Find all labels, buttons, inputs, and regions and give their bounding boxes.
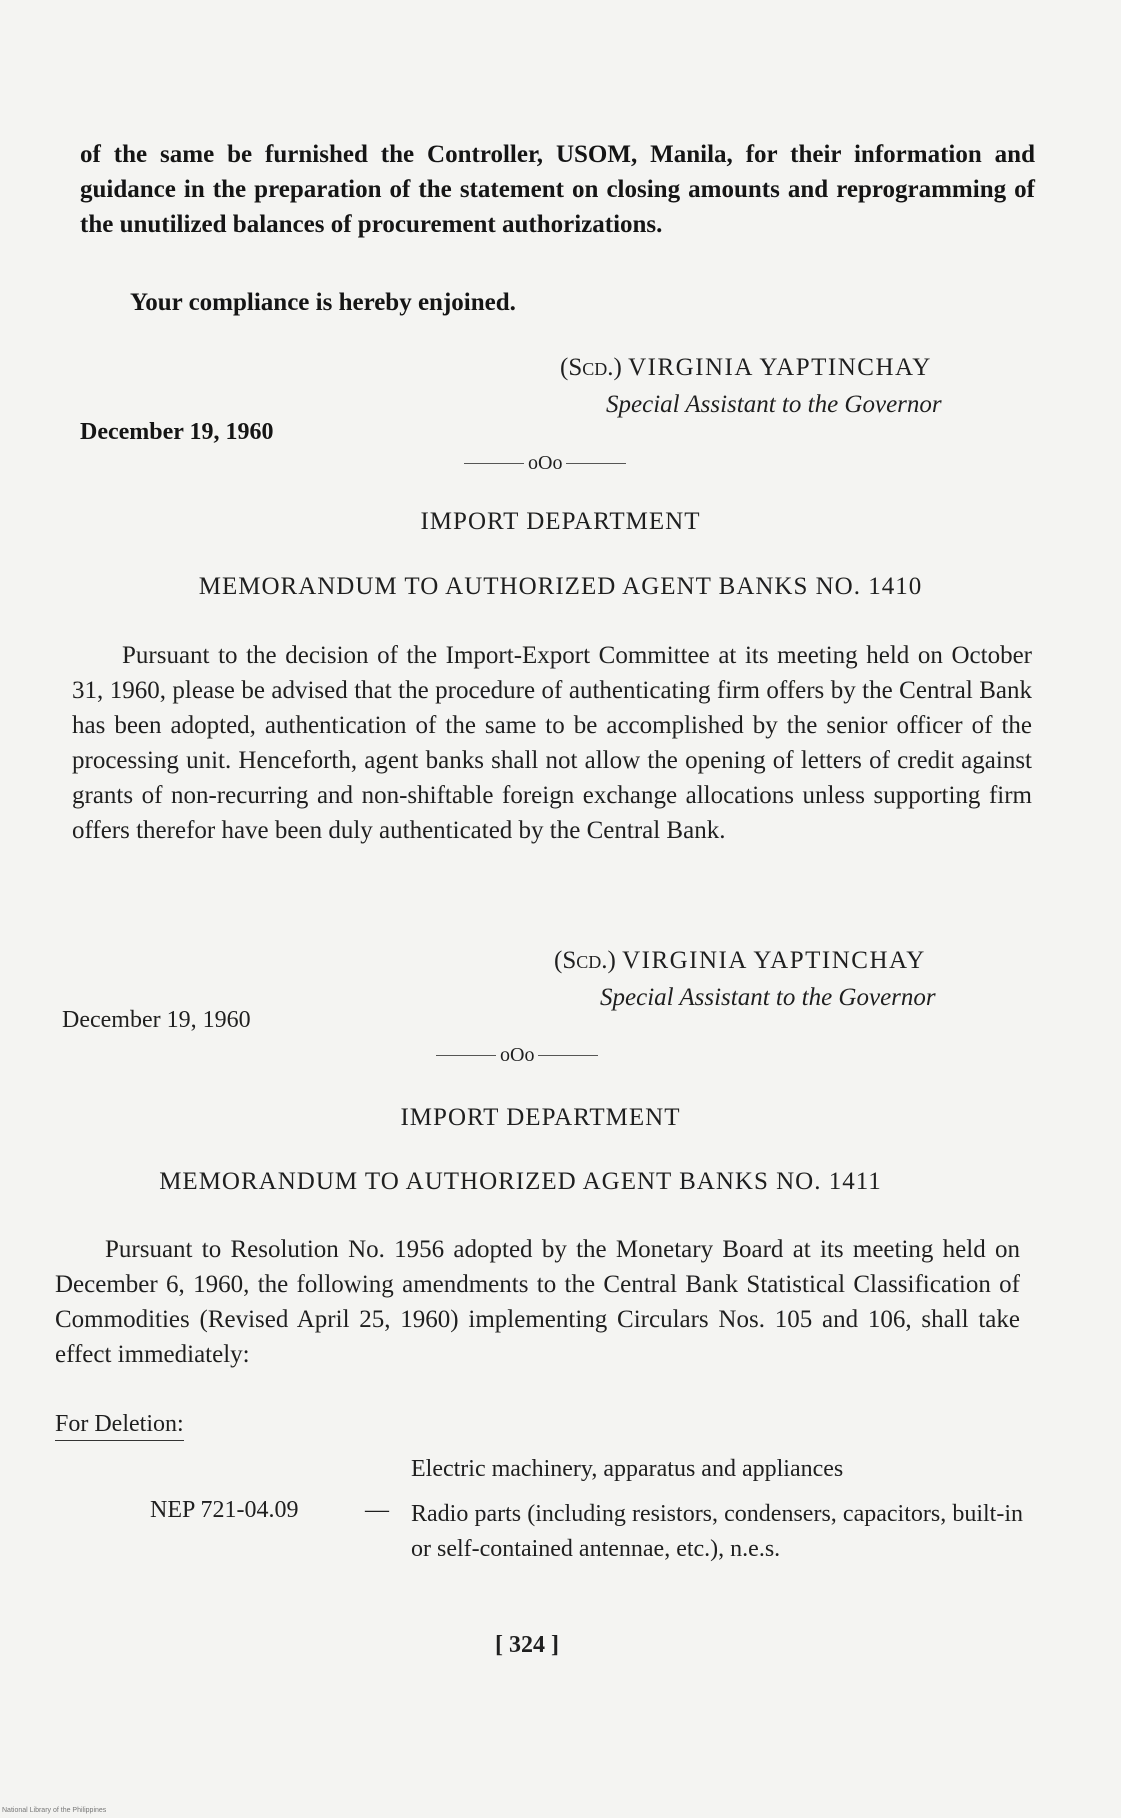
signatory-title: Special Assistant to the Governor <box>606 391 942 418</box>
footer-note: National Library of the Philippines <box>2 1807 107 1814</box>
commodity-description: Radio parts (including resistors, condensers, capacitors, built-in or self-contained antennae, etc.), n.e.s. <box>411 1501 1023 1562</box>
separator-1 <box>460 452 630 475</box>
separator-2 <box>432 1044 602 1067</box>
commodity-category: Electric machinery, apparatus and appliances <box>411 1456 844 1482</box>
separator-rule <box>436 1055 496 1056</box>
code-dash: — <box>365 1497 389 1523</box>
separator-rule <box>464 463 524 464</box>
separator-mark: oOo <box>500 1044 535 1066</box>
memo-title-1411: MEMORANDUM TO AUTHORIZED AGENT BANKS NO. 1411 <box>159 1168 882 1195</box>
signature-block-1 <box>560 349 942 423</box>
deletion-label-wrap <box>55 1411 184 1441</box>
memo-title-1410: MEMORANDUM TO AUTHORIZED AGENT BANKS NO. 1410 <box>198 573 923 600</box>
commodity-code: NEP 721-04.09 <box>150 1497 299 1523</box>
separator-rule <box>566 463 626 464</box>
deletion-label: For Deletion: <box>55 1411 184 1441</box>
separator-mark: oOo <box>528 452 563 474</box>
signatory-title: Special Assistant to the Governor <box>600 984 936 1011</box>
signatory-name: VIRGINIA YAPTINCHAY <box>628 354 932 381</box>
memo-1411-body: Pursuant to Resolution No. 1956 adopted by the Monetary Board at its meeting held on December 6, 1960, the following amendments to the Central Bank Statistical Classification of Commodities (Revised April 25, 1960) implementing Circulars Nos. 105 and 106, shall take effect immediately: <box>55 1236 1020 1368</box>
department-heading-2: IMPORT DEPARTMENT <box>400 1104 681 1131</box>
continuation-paragraph: of the same be furnished the Controller, USOM, Manila, for their information and guidance in the preparation of the statement on closing amounts and reprogramming of the unutilized balances of procurement authorizations. <box>80 141 1035 238</box>
date-1: December 19, 1960 <box>80 419 274 445</box>
separator-rule <box>538 1055 598 1056</box>
page-number: [ 324 ] <box>495 1632 559 1658</box>
signed-mark: (Scd.) <box>554 947 616 974</box>
signature-block-2 <box>554 942 936 1016</box>
compliance-line: Your compliance is hereby enjoined. <box>130 289 516 316</box>
memo-1410-body: Pursuant to the decision of the Import-Export Committee at its meeting held on October 31, 1960, please be advised that the procedure of authenticating firm offers by the Central Bank has been adopted, authentication of the same to be accomplished by the senior officer of the processing unit. Henceforth, agent banks shall not allow the opening of letters of credit against grants of non-recurring and non-shiftable foreign exchange allocations unless supporting firm offers therefor have been duly authenticated by the Central Bank. <box>72 642 1032 844</box>
date-2: December 19, 1960 <box>62 1007 251 1033</box>
signed-mark: (Scd.) <box>560 354 622 381</box>
signatory-name: VIRGINIA YAPTINCHAY <box>622 947 926 974</box>
department-heading-1: IMPORT DEPARTMENT <box>420 508 701 535</box>
